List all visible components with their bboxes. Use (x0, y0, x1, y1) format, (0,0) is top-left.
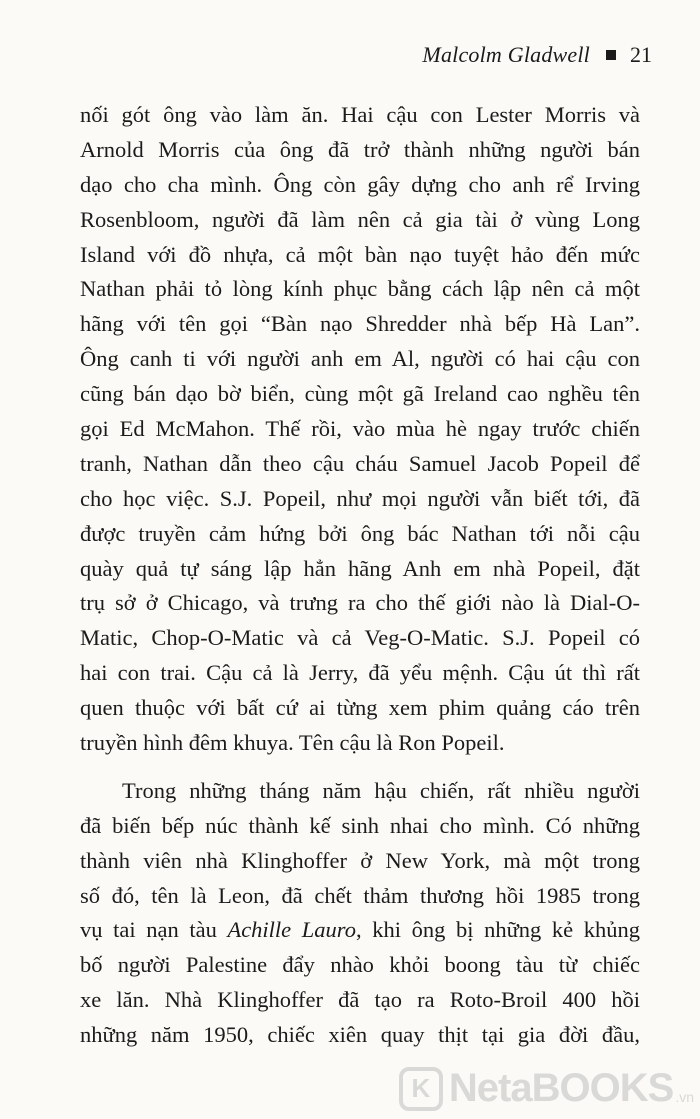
text-segment: , khi ông bị những kẻ khủng (355, 917, 641, 943)
text-line: hãng với tên gọi “Bàn nạo Shredder nhà bếp Hà Lan”. (80, 311, 640, 337)
text-line: nối gót ông vào làm ăn. Hai cậu con Lester Morris và (80, 102, 640, 127)
text-line: bố người Palestine đẩy nhào khỏi boong tàu từ chiếc (80, 952, 640, 978)
text-line: Arnold Morris của ông đã trở thành những người bán (80, 136, 640, 162)
watermark-suffix: .vn (675, 1088, 694, 1105)
text-line: gọi Ed McMahon. Thế rồi, vào mùa hè ngay trước chiến (80, 416, 640, 442)
paragraph (80, 98, 640, 761)
text-line: hai con trai. Cậu cả là Jerry, đã yểu mệnh. Cậu út thì rất (80, 660, 640, 686)
text-line: truyền hình đêm khuya. Tên cậu là Ron Popeil. (80, 730, 505, 756)
text-line: được truyền cảm hứng bởi ông bác Nathan tới nỗi cậu (80, 520, 640, 546)
text-segment: vụ tai nạn tàu (80, 917, 228, 943)
page-number: 21 (630, 42, 652, 67)
text-line: đã biến bếp núc thành kế sinh nhai cho mình. Có những (80, 812, 640, 838)
text-line: quen thuộc với bất cứ ai từng xem phim quảng cáo trên (80, 695, 640, 721)
paragraph (80, 774, 640, 1053)
text-line: quày quả tự sáng lập hẳn hãng Anh em nhà Popeil, đặt (80, 555, 640, 581)
text-line: thành viên nhà Klinghoffer ở New York, mà một trong (80, 847, 640, 873)
text-line (80, 913, 640, 948)
running-header (422, 40, 652, 70)
text-line: Rosenbloom, người đã làm nên cả gia tài ở vùng Long (80, 206, 640, 232)
text-line: Trong những tháng năm hậu chiến, rất nhiều người (122, 777, 640, 803)
text-line: cho học việc. S.J. Popeil, như mọi người vẫn biết tới, đã (80, 485, 640, 511)
text-line: Matic, Chop-O-Matic và cả Veg-O-Matic. S.J. Popeil có (80, 625, 640, 651)
text-line: số đó, tên là Leon, đã chết thảm thương hồi 1985 trong (80, 882, 640, 908)
paragraph-gap (80, 761, 640, 774)
text-line: trụ sở ở Chicago, và trưng ra cho thế giới nào là Dial-O- (80, 590, 640, 616)
watermark-logo-icon: K (399, 1067, 443, 1111)
header-separator-square (606, 50, 616, 60)
ship-name-italic: Achille Lauro (227, 917, 356, 943)
text-line: xe lăn. Nhà Klinghoffer đã tạo ra Roto-Broil 400 hồi (80, 987, 640, 1013)
watermark (399, 1066, 694, 1111)
text-line: tranh, Nathan dẫn theo cậu cháu Samuel Jacob Popeil để (80, 450, 640, 476)
text-line: cũng bán dạo bờ biển, cùng một gã Ireland cao nghều tên (80, 381, 640, 407)
text-line: Nathan phải tỏ lòng kính phục bằng cách lập nên cả một (80, 276, 640, 302)
text-line: Island với đồ nhựa, cả một bàn nạo tuyệt hảo đến mức (80, 241, 640, 267)
text-line: Ông canh ti với người anh em Al, người có hai cậu con (80, 346, 640, 372)
text-line: những năm 1950, chiếc xiên quay thịt tại gia đời đầu, (80, 1022, 640, 1048)
body-text (80, 98, 640, 1053)
watermark-text: NetaBOOKS (448, 1066, 674, 1110)
running-header-author: Malcolm Gladwell (422, 42, 590, 67)
text-line: dạo cho cha mình. Ông còn gây dựng cho anh rể Irving (80, 171, 640, 197)
